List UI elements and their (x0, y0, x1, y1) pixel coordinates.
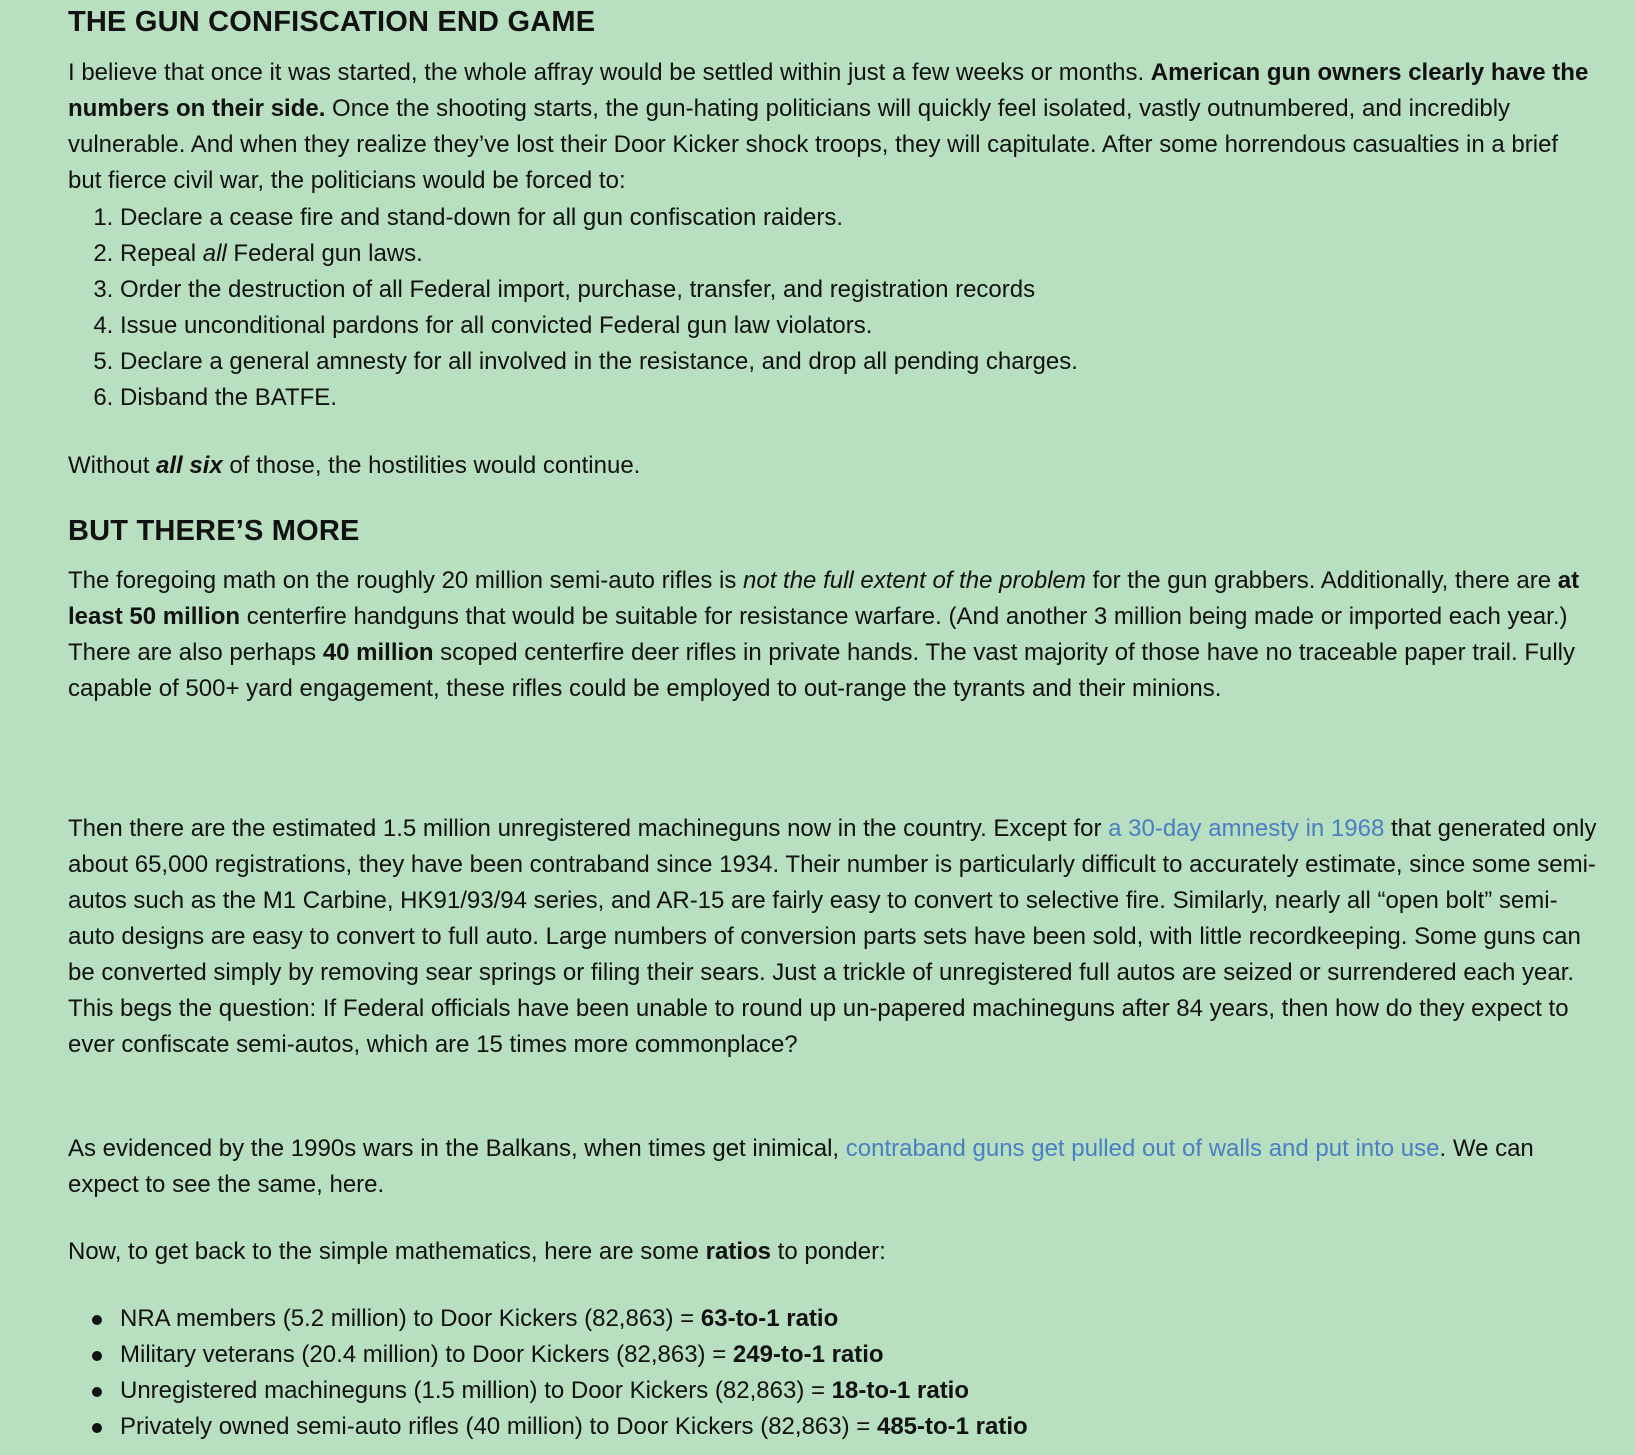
ratio-item (120, 1337, 1028, 1373)
ratio-value: 249-to-1 ratio (732, 1341, 884, 1368)
text-span: Then there are the estimated 1.5 million unregistered machineguns now in the country. Except for (68, 815, 1109, 842)
paragraph-rifles (68, 563, 1603, 707)
ratios-list (68, 1301, 1028, 1445)
ratio-value: 18-to-1 ratio (831, 1377, 970, 1404)
section-heading-more: BUT THERE’S MORE (68, 515, 360, 547)
text-span: for the gun grabbers. Additionally, there are (1085, 567, 1558, 594)
bold-text: ratios (705, 1238, 771, 1265)
section-heading-end-game: THE GUN CONFISCATION END GAME (68, 6, 596, 38)
ratio-value: 485-to-1 ratio (876, 1413, 1028, 1440)
bullet-icon (92, 1387, 102, 1397)
contraband-guns-link[interactable]: contraband guns get pulled out of walls and put into use (845, 1135, 1440, 1162)
list-item: 1. Declare a cease fire and stand-down for all gun confiscation raiders. (120, 200, 1078, 236)
list-item: 3. Order the destruction of all Federal import, purchase, transfer, and registration records (120, 272, 1078, 308)
list-item: 4. Issue unconditional pardons for all convicted Federal gun law violators. (120, 308, 1078, 344)
list-item: 5. Declare a general amnesty for all involved in the resistance, and drop all pending charges. (120, 344, 1078, 380)
text-span: Once the shooting starts, the gun-hating politicians will quickly feel isolated, vastly outnumbered, and incredibly vulnerable. And when they realize they’ve lost their Door Kicker shock troops, they will capitulate. After some horrendous casualties in a brief but fierce civil war, the politicians would be forced to: (68, 95, 1559, 194)
text-span: centerfire handguns that would be suitable for resistance warfare. (And another 3 million being made or imported each year.) There are also perhaps (68, 603, 1568, 666)
bold-text: at least 50 million (68, 567, 1580, 630)
text-span: that generated only about 65,000 registrations, they have been contraband since 1934. Their number is particularly difficult to accurately estimate, since some semi-autos such as the M1 Carbine, HK91/93/94 series, and AR-15 are fairly easy to convert to selective fire. Similarly, nearly all “open bolt” semi-auto designs are easy to convert to full auto. Large numbers of conversion parts sets have been sold, with little recordkeeping. Some guns can be converted simply by removing sear springs or filing their sears. Just a trickle of unregistered full autos are seized or surrendered each year. This begs the question: If Federal officials have been unable to round up un-papered machineguns after 84 years, then how do they expect to ever confiscate semi-autos, which are 15 times more commonplace? (68, 815, 1597, 1058)
bullet-icon (92, 1423, 102, 1433)
text-span: Without (68, 452, 157, 479)
italic-text: not the full extent of the problem (743, 567, 1086, 594)
paragraph-all-six (68, 448, 640, 484)
text-span: Repeal (120, 240, 203, 267)
amnesty-link[interactable]: a 30-day amnesty in 1968 (1108, 815, 1385, 842)
text-span: Unregistered machineguns (1.5 million) to Door Kickers (82,863) = (120, 1377, 832, 1404)
text-span: I believe that once it was started, the whole affray would be settled within just a few weeks or months. (68, 59, 1151, 86)
bold-text: 40 million (322, 639, 434, 666)
text-span: Federal gun laws. (226, 240, 423, 267)
bold-italic-text (156, 452, 223, 479)
italic-text: all six (156, 452, 223, 479)
paragraph-intro (68, 55, 1598, 199)
text-span: . We can expect to see the same, here. (68, 1135, 1534, 1198)
paragraph-balkans (68, 1131, 1603, 1203)
paragraph-ratios-intro (68, 1234, 886, 1270)
bullet-icon (92, 1315, 102, 1325)
list-item: 6. Disband the BATFE. (120, 380, 1078, 416)
text-span: Now, to get back to the simple mathematics, here are some (68, 1238, 706, 1265)
text-span: of those, the hostilities would continue. (222, 452, 641, 479)
text-span: to ponder: (771, 1238, 886, 1265)
text-span: Military veterans (20.4 million) to Door Kickers (82,863) = (120, 1341, 733, 1368)
text-span: The foregoing math on the roughly 20 million semi-auto rifles is (68, 567, 743, 594)
bold-text: American gun owners clearly have the numbers on their side. (68, 59, 1589, 122)
ratio-item (120, 1301, 1028, 1337)
paragraph-machineguns (68, 811, 1603, 1063)
text-span: Privately owned semi-auto rifles (40 million) to Door Kickers (82,863) = (120, 1413, 877, 1440)
ratio-item (120, 1373, 1028, 1409)
text-span: NRA members (5.2 million) to Door Kickers (82,863) = (120, 1305, 701, 1332)
text-span: As evidenced by the 1990s wars in the Balkans, when times get inimical, (68, 1135, 846, 1162)
demands-list (68, 200, 1078, 416)
italic-text: all (202, 240, 227, 267)
list-item (120, 236, 1078, 272)
text-span: scoped centerfire deer rifles in private hands. The vast majority of those have no traceable paper trail. Fully capable of 500+ yard engagement, these rifles could be employed to out-range the tyrants and their minions. (68, 639, 1575, 702)
ratio-value: 63-to-1 ratio (700, 1305, 839, 1332)
bullet-icon (92, 1351, 102, 1361)
ratio-item (120, 1409, 1028, 1445)
